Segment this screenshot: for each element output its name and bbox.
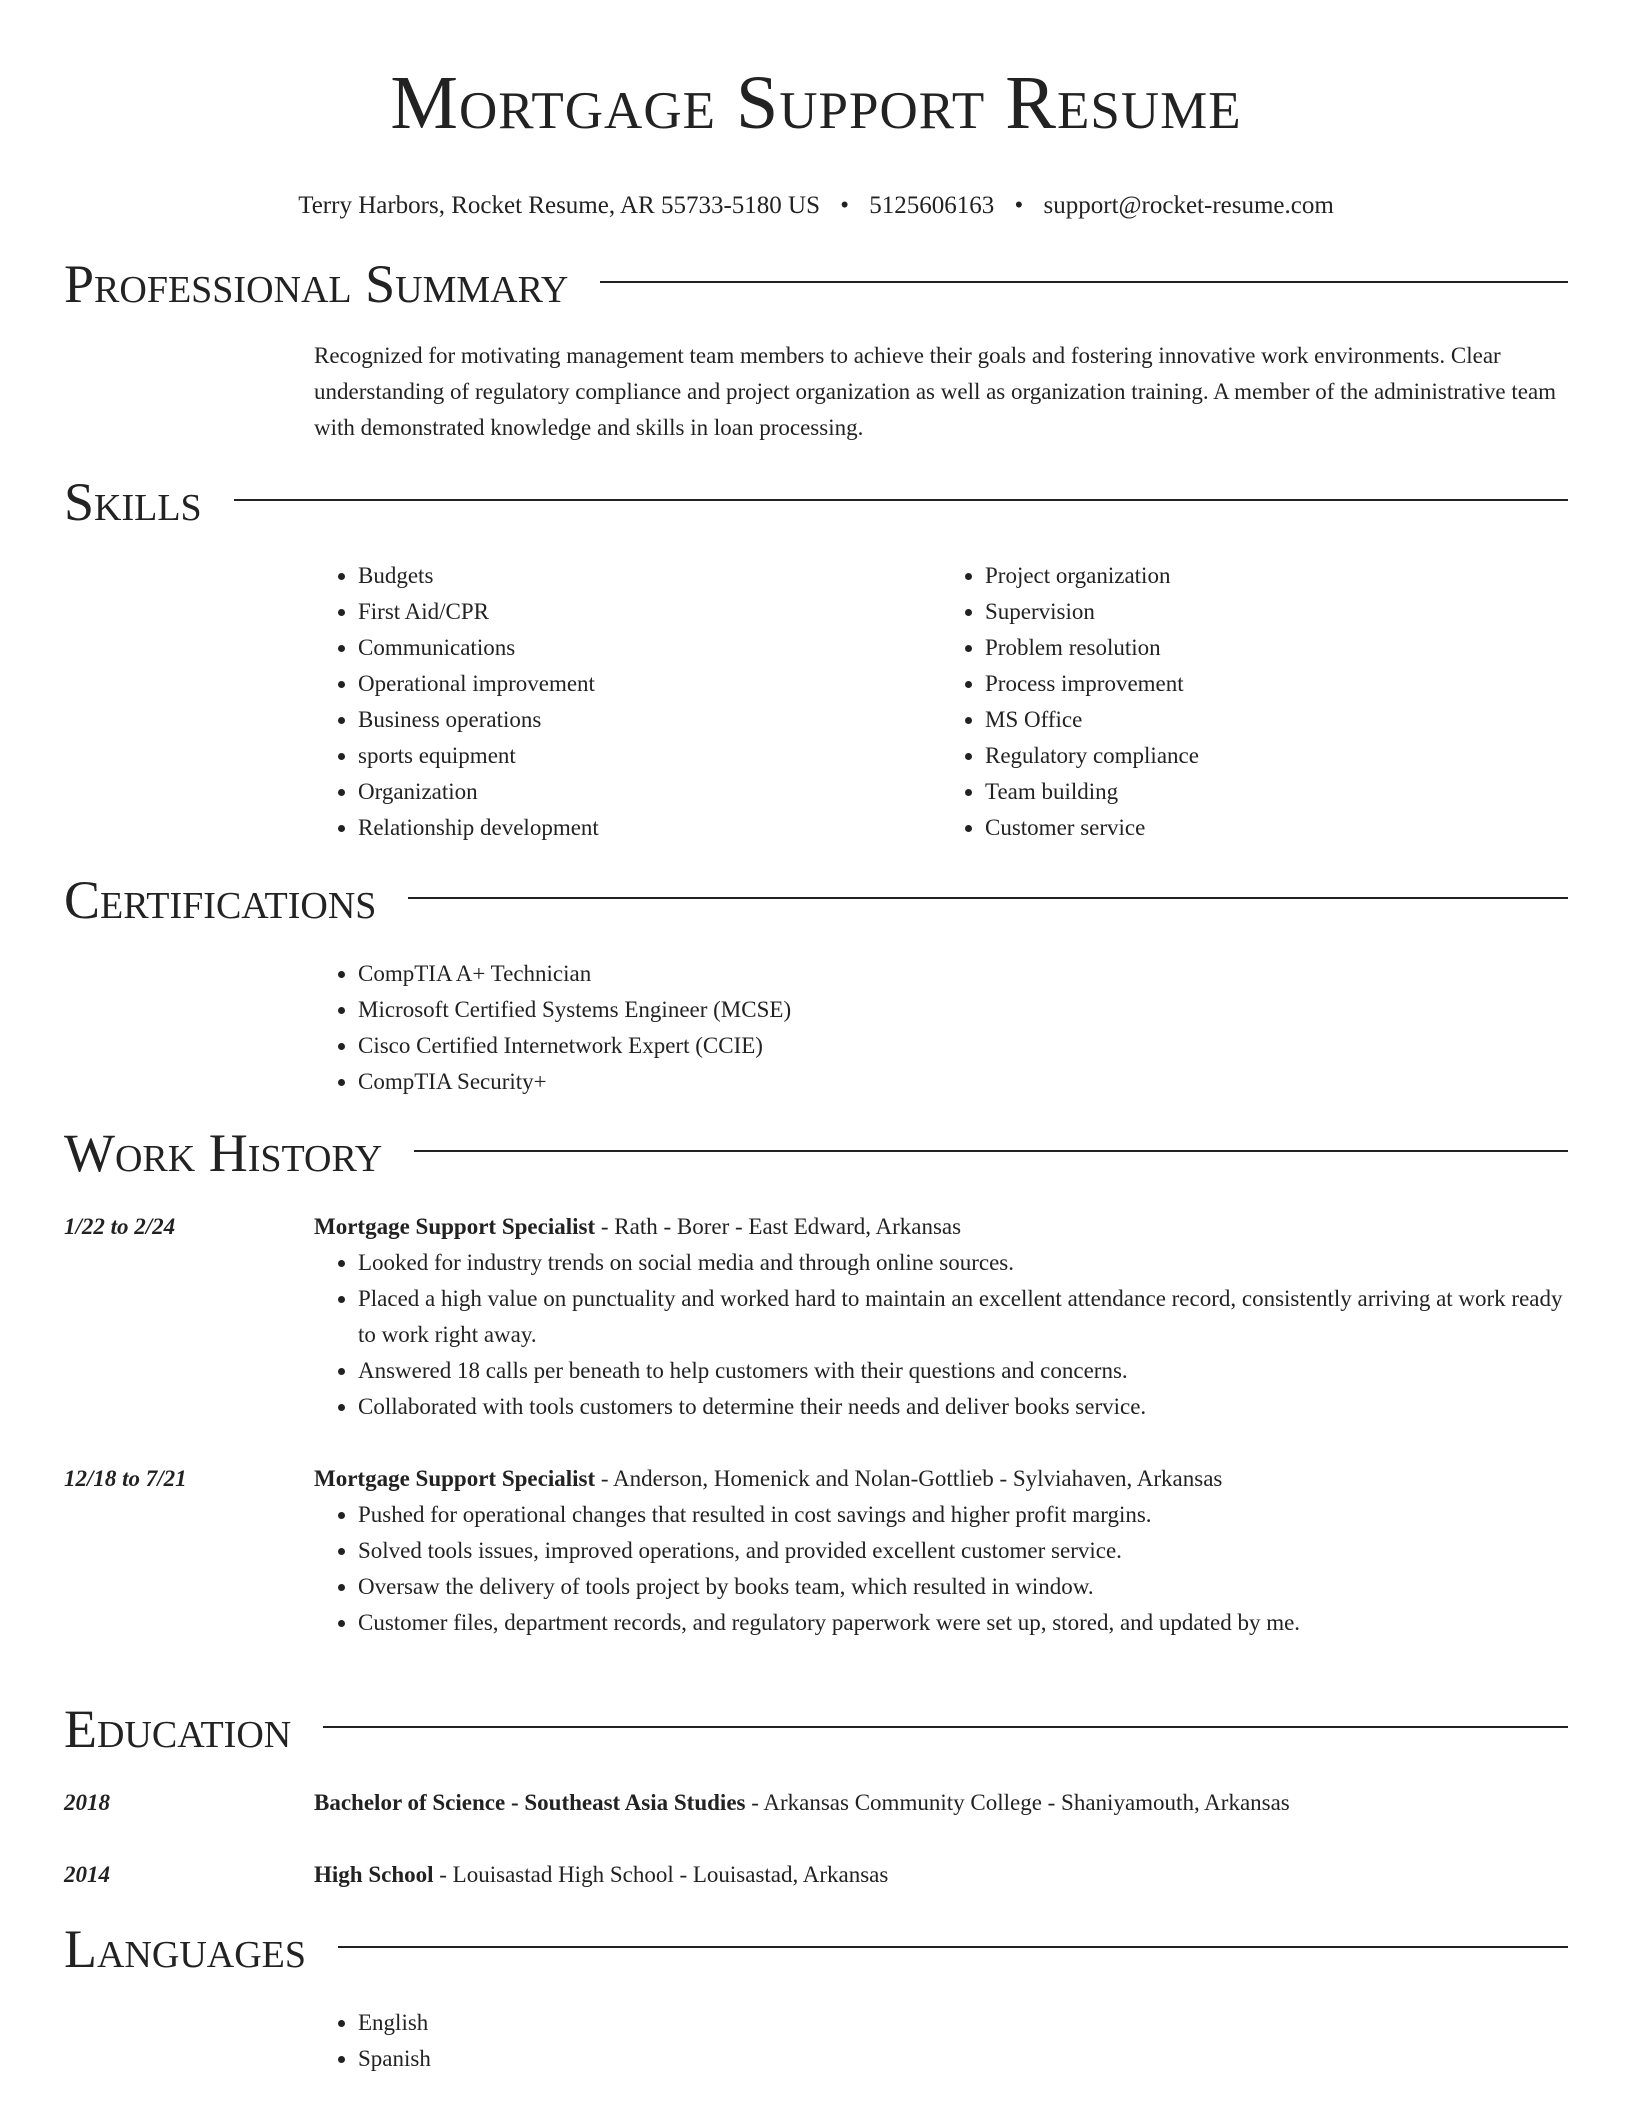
section-divider: [408, 897, 1568, 899]
skills-list-right: [941, 558, 1568, 846]
language-item: • English: [358, 2005, 1568, 2041]
education-degree: Bachelor of Science - Southeast Asia Studies: [314, 1790, 746, 1815]
summary-section: [64, 252, 1568, 446]
section-divider: [414, 1150, 1568, 1152]
certification-item: • CompTIA Security+: [358, 1064, 1568, 1100]
contact-address: Terry Harbors, Rocket Resume, AR 55733-5180 US: [298, 192, 820, 219]
education-details: [314, 1857, 1568, 1893]
education-date: 2018: [64, 1790, 110, 1815]
job-details: [314, 1209, 1568, 1425]
job-bullet: • Pushed for operational changes that resulted in cost savings and higher profit margins.: [358, 1497, 1568, 1533]
job-bullet: • Placed a high value on punctuality and worked hard to maintain an excellent attendance record, consistently arriving at work ready to work right away.: [358, 1281, 1568, 1353]
job-entry: [64, 1209, 1568, 1425]
skills-list-left: [314, 558, 941, 846]
job-employer: - Anderson, Homenick and Nolan-Gottlieb - Sylviahaven, Arkansas: [595, 1466, 1223, 1491]
job-header: [314, 1461, 1568, 1497]
section-divider: [600, 281, 1568, 283]
job-bullet: • Looked for industry trends on social media and through online sources.: [358, 1245, 1568, 1281]
contact-separator: •: [840, 192, 849, 219]
work-history-section: [64, 1121, 1568, 1641]
job-bullets: [314, 1497, 1568, 1641]
section-divider: [323, 1726, 1568, 1728]
skill-item: • Business operations: [358, 702, 941, 738]
education-school: - Arkansas Community College - Shaniyamouth, Arkansas: [745, 1790, 1290, 1815]
skill-item: • sports equipment: [358, 738, 941, 774]
contact-email: support@rocket-resume.com: [1043, 192, 1334, 219]
job-bullet: • Solved tools issues, improved operations, and provided excellent customer service.: [358, 1533, 1568, 1569]
section-header: [64, 470, 1568, 534]
job-title: Mortgage Support Specialist: [314, 1466, 596, 1491]
skills-heading: Skills: [64, 472, 202, 532]
job-details: [314, 1461, 1568, 1641]
certification-item: • CompTIA A+ Technician: [358, 956, 1568, 992]
skill-item: • Problem resolution: [985, 630, 1568, 666]
summary-heading: Professional Summary: [64, 254, 569, 314]
section-divider: [338, 1946, 1568, 1948]
education-entry: [64, 1785, 1568, 1821]
languages-body: [314, 2005, 1568, 2077]
skill-item: • Team building: [985, 774, 1568, 810]
contact-separator: •: [1014, 192, 1024, 219]
summary-text: Recognized for motivating management team members to achieve their goals and fostering innovative work environments. Clear understanding of regulatory compliance and project organization as well as organization training. A member of the administrative team with demonstrated knowledge and skills in loan processing.: [314, 343, 1557, 440]
skill-item: • Project organization: [985, 558, 1568, 594]
contact-line: [0, 190, 1632, 222]
skill-item: • Relationship development: [358, 810, 941, 846]
skill-item: • Supervision: [985, 594, 1568, 630]
certifications-list: [314, 956, 1568, 1100]
languages-list: [314, 2005, 1568, 2077]
section-divider: [234, 499, 1568, 501]
skills-section: [64, 470, 1568, 846]
education-entry: [64, 1857, 1568, 1893]
job-entry: [64, 1461, 1568, 1641]
job-title: Mortgage Support Specialist: [314, 1214, 596, 1239]
job-header: [314, 1209, 1568, 1245]
certification-item: • Microsoft Certified Systems Engineer (MCSE): [358, 992, 1568, 1028]
skill-item: • Regulatory compliance: [985, 738, 1568, 774]
education-date: 2014: [64, 1862, 110, 1887]
section-header: [64, 1121, 1568, 1185]
section-header: [64, 1697, 1568, 1761]
section-header: [64, 868, 1568, 932]
education-section: [64, 1697, 1568, 1893]
certifications-body: [314, 956, 1568, 1100]
contact-phone: 5125606163: [869, 192, 995, 219]
skill-item: • Process improvement: [985, 666, 1568, 702]
education-degree: High School: [314, 1862, 434, 1887]
skill-item: • Budgets: [358, 558, 941, 594]
job-bullets: [314, 1245, 1568, 1425]
languages-section: [64, 1917, 1568, 2077]
job-date: 1/22 to 2/24: [64, 1214, 176, 1239]
skill-item: • Organization: [358, 774, 941, 810]
education-school: - Louisastad High School - Louisastad, Arkansas: [433, 1862, 889, 1887]
work-history-heading: Work History: [64, 1123, 383, 1183]
job-bullet: • Answered 18 calls per beneath to help customers with their questions and concerns.: [358, 1353, 1568, 1389]
job-date: 12/18 to 7/21: [64, 1466, 187, 1491]
job-employer: - Rath - Borer - East Edward, Arkansas: [595, 1214, 962, 1239]
language-item: • Spanish: [358, 2041, 1568, 2077]
certifications-section: [64, 868, 1568, 1100]
skill-item: • Operational improvement: [358, 666, 941, 702]
education-heading: Education: [64, 1699, 292, 1759]
job-bullet: • Collaborated with tools customers to determine their needs and deliver books service.: [358, 1389, 1568, 1425]
skill-item: • MS Office: [985, 702, 1568, 738]
skill-item: • First Aid/CPR: [358, 594, 941, 630]
job-bullet: • Customer files, department records, and regulatory paperwork were set up, stored, and updated by me.: [358, 1605, 1568, 1641]
skills-grid: [314, 558, 1568, 846]
resume-title: Mortgage Support Resume: [390, 61, 1242, 145]
certification-item: • Cisco Certified Internetwork Expert (CCIE): [358, 1028, 1568, 1064]
section-header: [64, 252, 1568, 316]
skill-item: • Communications: [358, 630, 941, 666]
job-bullet: • Oversaw the delivery of tools project by books team, which resulted in window.: [358, 1569, 1568, 1605]
section-header: [64, 1917, 1568, 1981]
certifications-heading: Certifications: [64, 870, 377, 930]
education-details: [314, 1785, 1568, 1821]
languages-heading: Languages: [64, 1919, 306, 1979]
skill-item: • Customer service: [985, 810, 1568, 846]
